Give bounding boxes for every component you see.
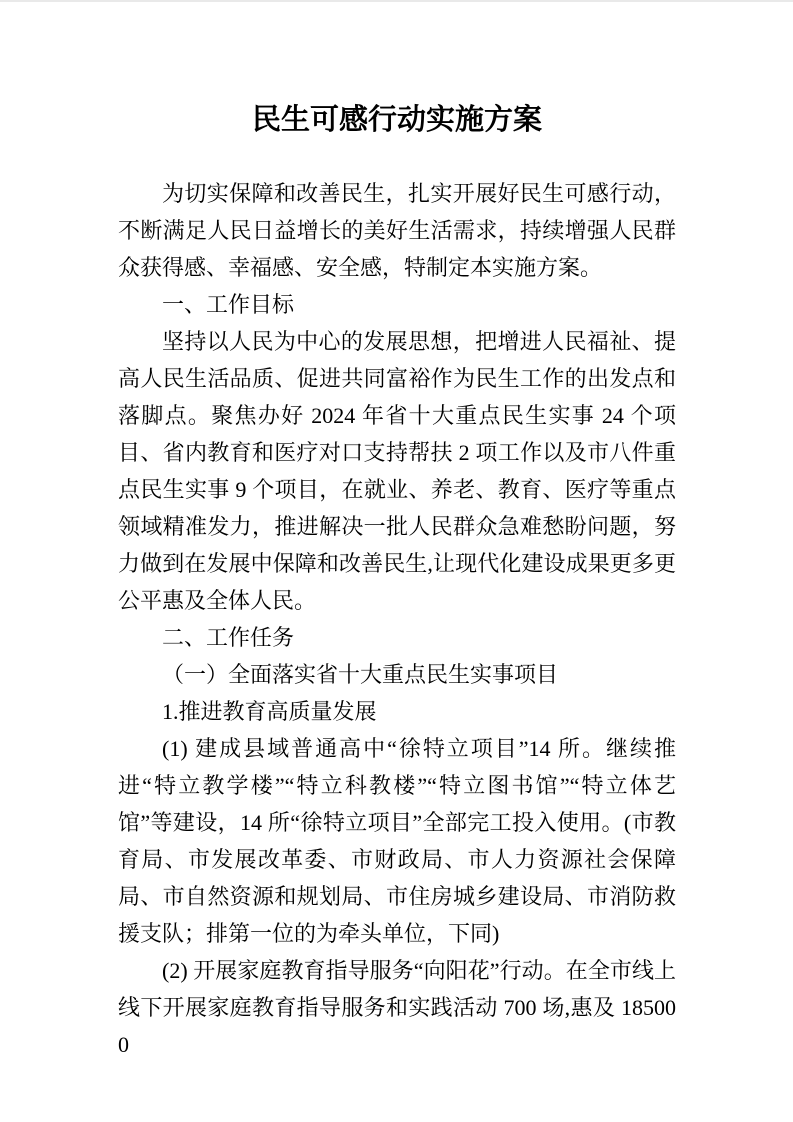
document-title: 民生可感行动实施方案 bbox=[251, 104, 542, 136]
paragraph-item-1-xuteli-project: (1) 建成县域普通高中“徐特立项目”14 所。继续推进“特立教学楼”“特立科教楼”“特立图书馆”“特立体艺馆”等建设，14 所“徐特立项目”全部完工投入使用。(市教育局、市发展改革委、市财政局、市人力资源社会保障局、市自然资源和规划局、市住房城乡建设局、市消防救援支队；排第一位的为牵头单位，下同) bbox=[118, 736, 676, 946]
subheading-province-projects: （一）全面落实省十大重点民生实事项目 bbox=[162, 662, 559, 687]
paragraph-work-goals: 坚持以人民为中心的发展思想，把增进人民福祉、提高人民生活品质、促进共同富裕作为民生工作的出发点和落脚点。聚焦办好 2024 年省十大重点民生实事 24 个项目、省内教育和医疗对口支持帮扶 2 项工作以及市八件重点民生实事 9 个项目，在就业、养老、教育、医疗等重点领域精准发力，推进解决一批人民群众急难愁盼问题，努力做到在发展中保障和改善民生,让现代化建设成果更多更公平惠及全体人民。 bbox=[118, 329, 676, 613]
subheading-education-quality: 1.推进教育高质量发展 bbox=[162, 699, 377, 724]
heading-work-tasks: 二、工作任务 bbox=[162, 625, 295, 650]
paragraph-item-2-family-education: (2) 开展家庭教育指导服务“向阳花”行动。在全市线上线下开展家庭教育指导服务和实践活动 700 场,惠及 185000 bbox=[118, 958, 676, 1057]
paragraph-intro: 为切实保障和改善民生，扎实开展好民生可感行动，不断满足人民日益增长的美好生活需求，持续增强人民群众获得感、幸福感、安全感，特制定本实施方案。 bbox=[118, 181, 676, 280]
heading-work-goals: 一、工作目标 bbox=[162, 292, 295, 317]
document-body bbox=[118, 175, 676, 1063]
